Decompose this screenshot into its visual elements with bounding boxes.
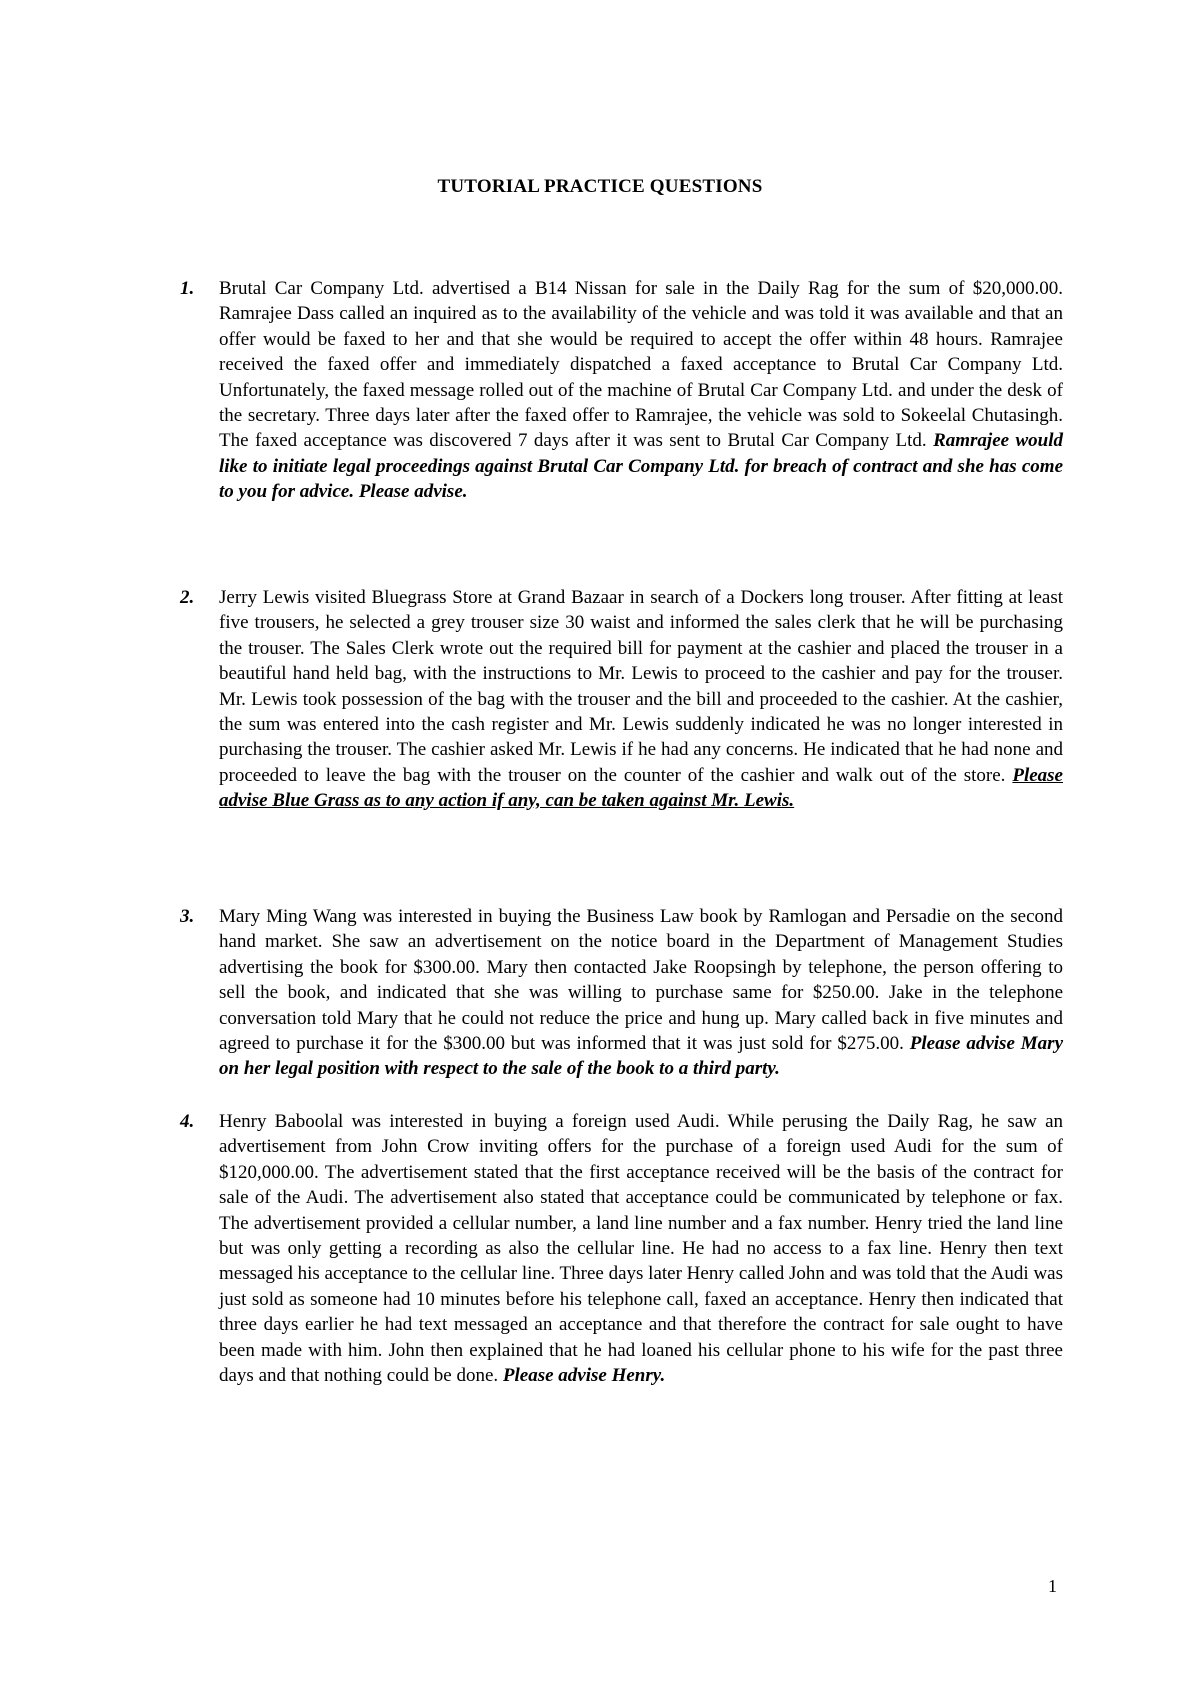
question-body	[219, 904, 1063, 1082]
question-text: Mary Ming Wang was interested in buying the Business Law book by Ramlogan and Persadie on the second hand market. She saw an advertisement on the notice board in the Department of Management Studies advertising the book for $300.00. Mary then contacted Jake Roopsingh by telephone, the person offering to sell the book, and indicated that she was willing to purchase same for $250.00. Jake in the telephone conversation told Mary that he could not reduce the price and hung up. Mary called back in five minutes and agreed to purchase it for the $300.00 but was informed that it was just sold for $275.00.	[219, 906, 1063, 1055]
question-advice: Please advise Blue Grass as to any action if any, can be taken against Mr. Lewis.	[219, 764, 1063, 812]
question-item	[180, 1109, 1063, 1388]
question-text: Henry Baboolal was interested in buying a foreign used Audi. While perusing the Daily Rag, he saw an advertisement from John Crow inviting offers for the purchase of a foreign used Audi for the sum of $120,000.00. The advertisement stated that the first acceptance received will be the basis of the contract for sale of the Audi. The advertisement also stated that acceptance could be communicated by telephone or fax. The advertisement provided a cellular number, a land line number and a fax number. Henry tried the land line but was only getting a recording as also the cellular line. He had no access to a fax line. Henry then text messaged his acceptance to the cellular line. Three days later Henry called John and was told that the Audi was just sold as someone had 10 minutes before his telephone call, faxed an acceptance. Henry then indicated that three days earlier he had text messaged an acceptance and that therefore the contract for sale ought to have been made with him. John then explained that he had loaned his cellular phone to his wife for the past three days and that nothing could be done.	[219, 1111, 1063, 1387]
page-title: TUTORIAL PRACTICE QUESTIONS	[437, 176, 763, 197]
question-body	[219, 1109, 1063, 1388]
question-item	[180, 276, 1063, 505]
question-body	[219, 585, 1063, 814]
question-advice: Ramrajee would like to initiate legal proceedings against Brutal Car Company Ltd. for breach of contract and she has come to you for advice. Please advise.	[219, 430, 1064, 503]
question-number: 1.	[180, 278, 195, 299]
question-number: 2.	[180, 587, 195, 608]
question-advice: Please advise Henry.	[502, 1365, 666, 1387]
question-number: 3.	[180, 906, 195, 927]
question-item	[180, 904, 1063, 1082]
question-advice: Please advise Mary on her legal position with respect to the sale of the book to a third party.	[219, 1033, 1064, 1080]
question-text: Brutal Car Company Ltd. advertised a B14 Nissan for sale in the Daily Rag for the sum of $20,000.00. Ramrajee Dass called an inquired as to the availability of the vehicle and was told it was available and that an offer would be faxed to her and that she would be required to accept the offer within 48 hours. Ramrajee received the faxed offer and immediately dispatched a faxed acceptance to Brutal Car Company Ltd. Unfortunately, the faxed message rolled out of the machine of Brutal Car Company Ltd. and under the desk of the secretary. Three days later after the faxed offer to Ramrajee, the vehicle was sold to Sokeelal Chutasingh. The faxed acceptance was discovered 7 days after it was sent to Brutal Car Company Ltd.	[219, 278, 1063, 452]
page-number: 1	[1048, 1576, 1057, 1596]
question-number: 4.	[180, 1111, 195, 1132]
question-item	[180, 585, 1063, 814]
question-text: Jerry Lewis visited Bluegrass Store at Grand Bazaar in search of a Dockers long trouser. After fitting at least five trousers, he selected a grey trouser size 30 waist and informed the sales clerk that he will be purchasing the trouser. The Sales Clerk wrote out the required bill for payment at the cashier and placed the trouser in a beautiful hand held bag, with the instructions to Mr. Lewis to proceed to the cashier and pay for the trouser. Mr. Lewis took possession of the bag with the trouser and the bill and proceeded to the cashier. At the cashier, the sum was entered into the cash register and Mr. Lewis suddenly indicated he was no longer interested in purchasing the trouser. The cashier asked Mr. Lewis if he had any concerns. He indicated that he had none and proceeded to leave the bag with the trouser on the counter of the cashier and walk out of the store.	[219, 587, 1063, 786]
question-body	[219, 276, 1063, 505]
